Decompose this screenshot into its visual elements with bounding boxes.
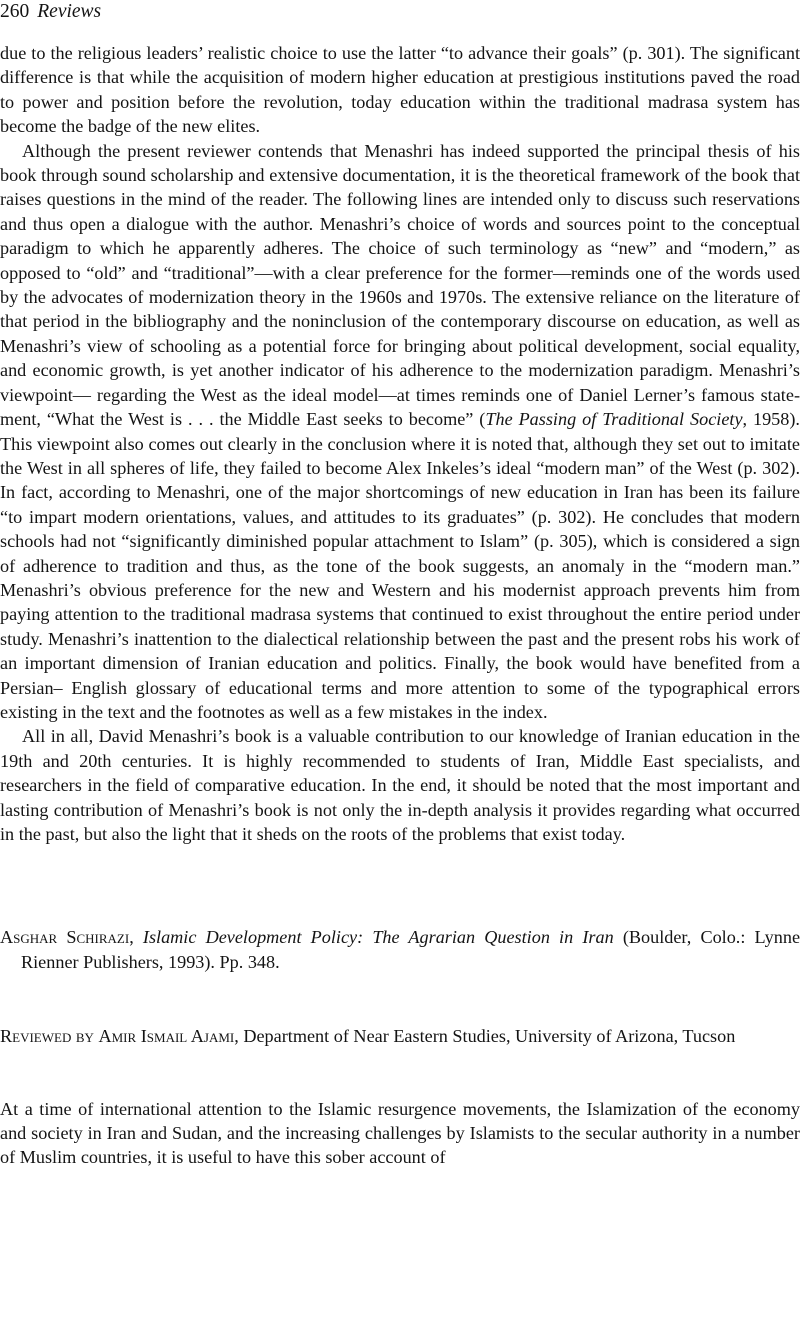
- reviewer-affiliation: Department of Near Eastern Studies, University of Arizona, Tucson: [243, 1026, 736, 1047]
- book-title: Islamic Development Policy: The Agrarian Question in Iran: [142, 927, 614, 948]
- paragraph-conclusion: All in all, David Menashri’s book is a valuable contribution to our knowledge of Iranian education in the 19th and 20th centuries. It is highly recommended to students of Iran, Middle East specialists, and researchers in the field of comparative education. In the end, it should be noted that the most important and lasting contribution of Menashri’s book is not only the in-depth analysis it provides regarding what occurred in the past, but also the light that it sheds on the roots of the problems that exist today.: [0, 726, 800, 844]
- book-author: Asghar Schirazi: [0, 927, 130, 948]
- reviewed-by-label: Reviewed by: [0, 1026, 94, 1047]
- page-body: [0, 41, 800, 1170]
- critique-text-part-2: , 1958). This viewpoint also comes out clearly in the conclusion where it is noted that, although they set out to imitate the West in all spheres of life, they failed to become Alex Inkeles’s ideal “modern man” of the West (p. 302). In fact, according to Menashri, one of the major shortcomings of new education in Iran has been its failure “to impart modern orientations, values, and attitudes to its graduates” (p. 302). He concludes that modern schools had not “significantly diminished popular attachment to Islam” (p. 305), which is considered a sign of adherence to tradition and thus, as the tone of the book suggests, an anomaly in the “modern man.” Menashri’s obvious preference for the new and Western and his modernist approach prevents him from paying attention to the traditional madrasa systems that continued to exist throughout the entire period under study. Menashri’s inattention to the dialectical relationship between the past and the present robs his work of an important dimension of Iranian education and politics. Finally, the book would have benefited from a Persian– English glossary of educational terms and more attention to some of the typographical errors existing in the text and the footnotes as well as a few mistakes in the index.: [0, 409, 800, 722]
- reviewer-name: Amir Ismail Ajami: [98, 1026, 235, 1047]
- paragraph-critique: [0, 139, 800, 725]
- reviewer-line: Reviewed by Amir Ismail Ajami, Department of Near Eastern Studies, University of Arizona, Tucson: [0, 1026, 736, 1047]
- paragraph-continuation: due to the religious leaders’ realistic choice to use the latter “to advance their goals” (p. 301). The significant difference is that while the acquisition of modern higher education at prestigious institutions paved the road to power and position before the revolution, today education within the traditional madrasa system has become the badge of the new elites.: [0, 43, 800, 137]
- critique-text-part-1: Although the present reviewer contends that Menashri has indeed supported the principal thesis of his book through sound scholarship and extensive documentation, it is the theoretical framework of the book that raises questions in the mind of the reader. The following lines are intended only to discuss such reservations and thus open a dialogue with the author. Menashri’s choice of words and sources point to the conceptual paradigm to which he apparently adheres. The choice of such terminology as “new” and “modern,” as opposed to “old” and “traditional”—with a clear preference for the former—reminds one of the words used by the advocates of modernization theory in the 1960s and 1970s. The extensive reliance on the literature of that period in the bibliography and the noninclusion of the contemporary discourse on education, as well as Menashri’s view of schooling as a potential force for bringing about political development, social equality, and economic growth, is yet another indicator of his adherence to the modernization paradigm. Menashri’s viewpoint— regarding the West as the ideal model—at times reminds one of Daniel Lerner’s famous statement, “What the West is . . . the Middle East seeks to become” (: [0, 140, 800, 430]
- cited-book-title: The Passing of Traditional Society: [485, 409, 743, 430]
- running-head: Reviews: [37, 1, 102, 22]
- book-citation: Asghar Schirazi, Islamic Development Policy: The Agrarian Question in Iran (Boulder, Colo.: Lynne Rienner Publishers, 1993). Pp. 348.: [0, 927, 800, 972]
- book-publication: (Boulder, Colo.: Lynne Rienner Publishers, 1993). Pp. 348.: [21, 927, 800, 972]
- page-number: 260: [0, 1, 30, 22]
- page-header: [0, 0, 800, 26]
- review-opening-paragraph: At a time of international attention to the Islamic resurgence movements, the Islamization of the economy and society in Iran and Sudan, and the increasing challenges by Islamists to the secular authority in a number of Muslim countries, it is useful to have this sober account of: [0, 1098, 800, 1168]
